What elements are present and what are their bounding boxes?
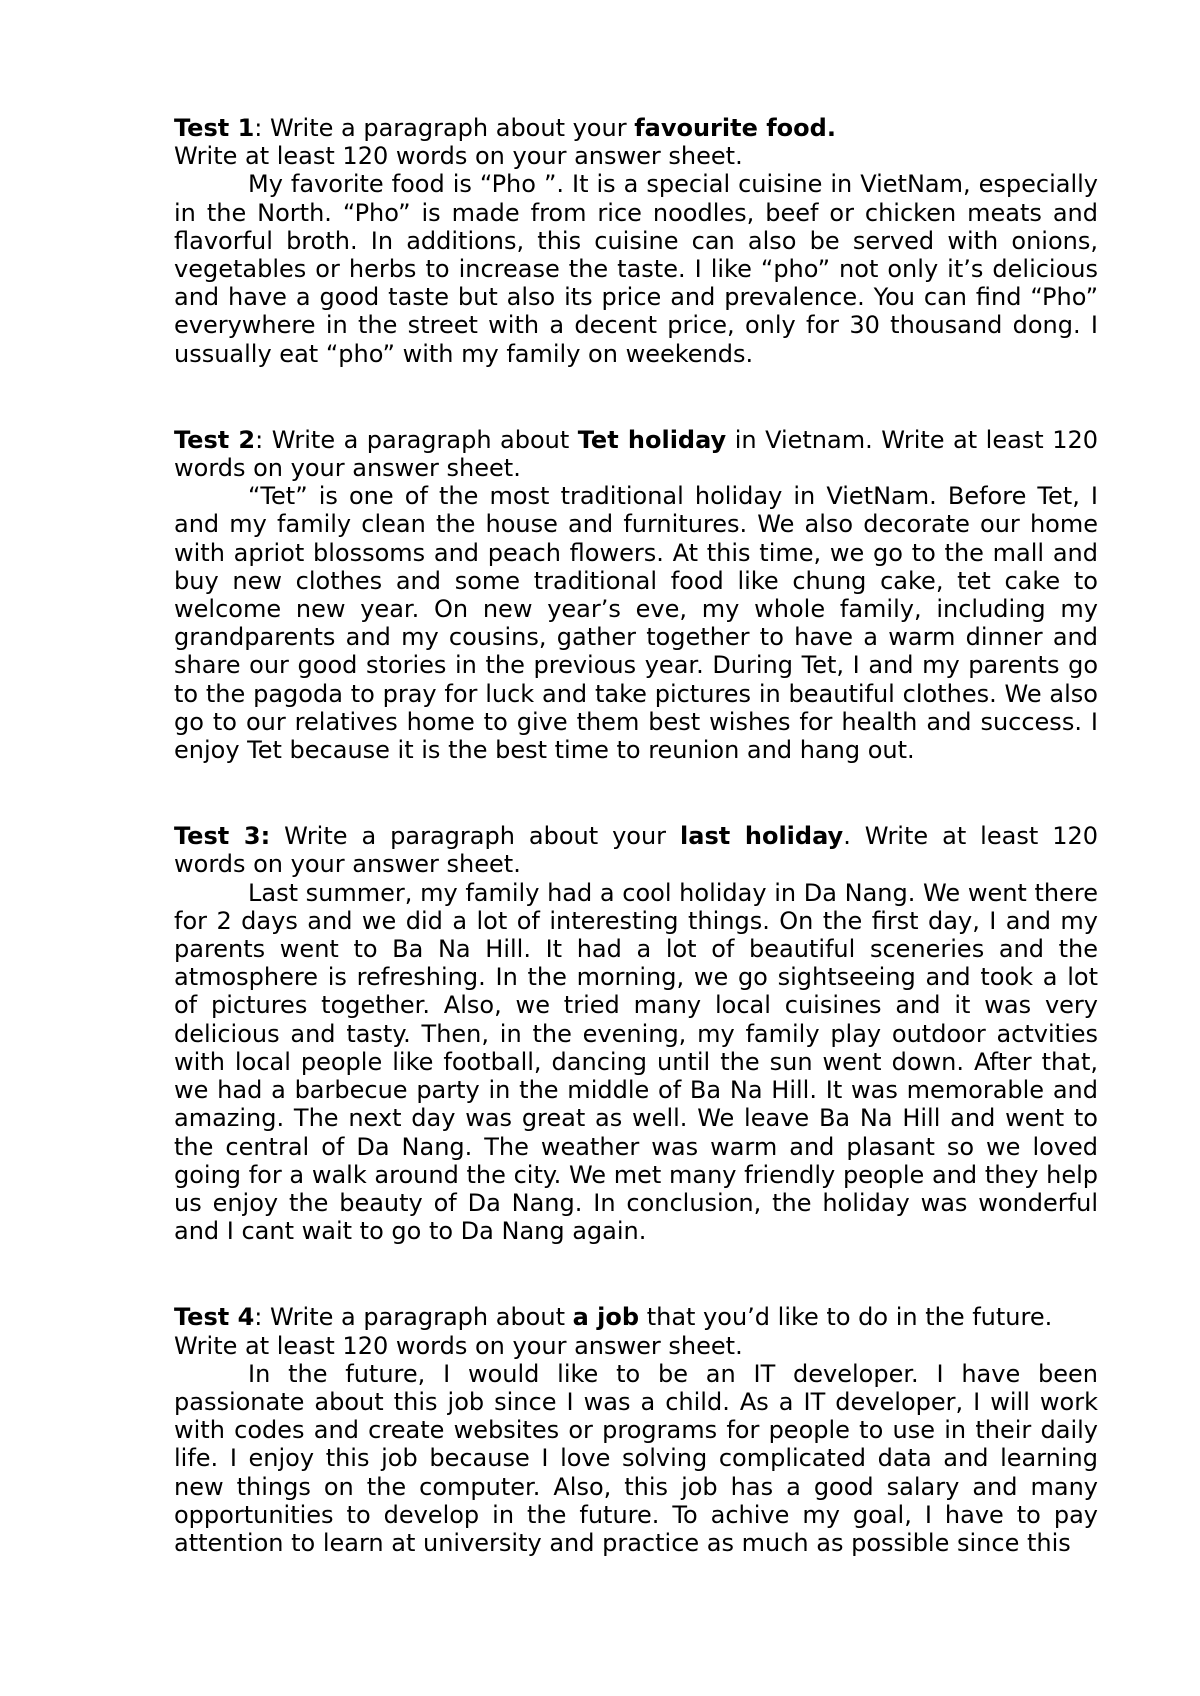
test-4 [174, 1303, 1098, 1557]
test-2-prompt-before: Write a paragraph about [263, 425, 578, 454]
test-3 [174, 822, 1098, 1245]
test-4-answer: In the future, I would like to be an IT developer. I have been passionate about this job since I was a child. As a IT developer, I will work with codes and create websites or programs for people to use in their daily life. I enjoy this job because I love solving complicated data and learning new things on the computer. Also, this job has a good salary and many opportunities to develop in the future. To achive my goal, I have to pay attention to learn at university and practice as much as possible since this [174, 1359, 1098, 1557]
test-1-prompt [174, 114, 1098, 142]
test-2-answer: “Tet” is one of the most traditional holiday in VietNam. Before Tet, I and my family clean the house and furnitures. We also decorate our home with apriot blossoms and peach flowers. At this time, we go to the mall and buy new clothes and some traditional food like chung cake, tet cake to welcome new year. On new year’s eve, my whole family, including my grandparents and my cousins, gather together to have a warm dinner and share our good stories in the previous year. During Tet, I and my parents go to the pagoda to pray for luck and take pictures in beautiful clothes. We also go to our relatives home to give them best wishes for health and success. I enjoy Tet because it is the best time to reunion and hang out. [174, 482, 1098, 765]
test-3-prompt-before: Write a paragraph about your [270, 822, 681, 851]
test-2-label: Test 2 [174, 425, 256, 454]
test-4-label: Test 4 [174, 1303, 255, 1332]
document-page [174, 114, 1098, 1557]
test-3-prompt [174, 822, 1098, 878]
test-2 [174, 426, 1098, 764]
test-4-topic: a job [572, 1303, 640, 1332]
test-1-label: Test 1 [174, 114, 255, 142]
test-3-label: Test 3: [174, 822, 271, 851]
test-2-topic: Tet holiday [577, 425, 727, 454]
test-4-prompt-before: Write a paragraph about [262, 1303, 573, 1332]
test-2-prompt-after: in Vietnam. Write at least 120 words on your answer sheet. [174, 425, 1099, 483]
test-4-prompt-after: that you’d like to do in the future. [639, 1303, 1053, 1332]
test-4-colon: : [254, 1303, 263, 1332]
test-4-instruction: Write at least 120 words on your answer sheet. [174, 1331, 743, 1360]
test-1-topic: favourite food. [634, 114, 836, 142]
test-3-prompt-after: . Write at least 120 words on your answer sheet. [174, 822, 1099, 879]
test-1 [174, 114, 1098, 368]
test-1-prompt-before: Write a paragraph about your [262, 114, 635, 142]
test-1-answer: My favorite food is “Pho ”. It is a special cuisine in VietNam, especially in the North. “Pho” is made from rice noodles, beef or chicken meats and flavorful broth. In additions, this cuisine can also be served with onions, vegetables or herbs to increase the taste. I like “pho” not only it’s delicious and have a good taste but also its price and prevalence. You can find “Pho” everywhere in the street with a decent price, only for 30 thousand dong. I ussually eat “pho” with my family on weekends. [174, 170, 1098, 368]
test-3-topic: last holiday [680, 822, 844, 851]
test-2-prompt [174, 426, 1098, 482]
test-3-answer: Last summer, my family had a cool holiday in Da Nang. We went there for 2 days and we did a lot of interesting things. On the first day, I and my parents went to Ba Na Hill. It had a lot of beautiful sceneries and the atmosphere is refreshing. In the morning, we go sightseeing and took a lot of pictures together. Also, we tried many local cuisines and it was very delicious and tasty. Then, in the evening, my family play outdoor actvities with local people like football, dancing until the sun went down. After that, we had a barbecue party in the middle of Ba Na Hill. It was memorable and amazing. The next day was great as well. We leave Ba Na Hill and went to the central of Da Nang. The weather was warm and plasant so we loved going for a walk around the city. We met many friendly people and they help us enjoy the beauty of Da Nang. In conclusion, the holiday was wonderful and I cant wait to go to Da Nang again. [174, 878, 1098, 1246]
test-1-colon: : [254, 114, 263, 142]
test-1-instruction: Write at least 120 words on your answer sheet. [174, 142, 743, 171]
test-2-colon: : [255, 425, 264, 454]
test-4-prompt [174, 1303, 1098, 1331]
